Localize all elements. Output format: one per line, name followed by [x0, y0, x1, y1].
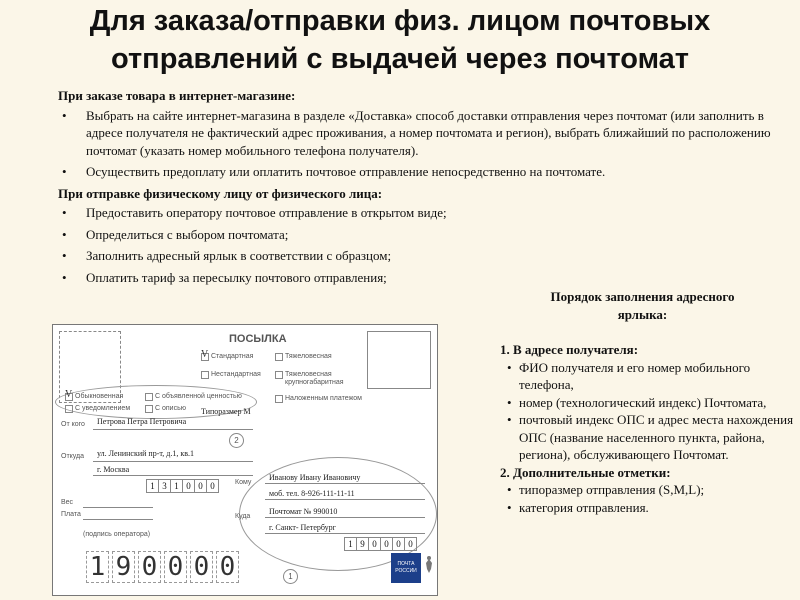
weight-label: Вес	[61, 499, 74, 506]
type-option: Нестандартная	[211, 371, 261, 378]
panel-title	[490, 288, 795, 323]
checkbox	[275, 353, 283, 361]
russian-post-logo: ПОЧТА РОССИИ	[391, 553, 421, 583]
checkbox	[201, 371, 209, 379]
from-label: Откуда	[61, 453, 85, 460]
index-digit: 1	[344, 537, 357, 551]
send-steps	[58, 204, 458, 286]
stamp-box	[367, 331, 431, 389]
index-digit: 0	[182, 479, 195, 493]
big-index-digit: 1	[86, 551, 109, 583]
order-step: • Выбрать на сайте интернет-магазина в разделе «Доставка» способ доставки отправления через почтомат (или заполнить в адресе получателя не фактический адрес проживания, а номер почтомата и регион), выбрать ближайший по расположению почтомат (указать номер мобильного телефона получателя).	[58, 107, 793, 160]
fee-label: Плата	[61, 511, 81, 518]
index-digit: 0	[194, 479, 207, 493]
index-digit: 0	[404, 537, 417, 551]
send-step: • Оплатить тариф за пересылку почтового отправления;	[58, 269, 458, 287]
recipient-phone: моб. тел. 8-926-111-11-11	[269, 489, 355, 498]
section-heading-order: При заказе товара в интернет-магазине:	[58, 88, 296, 103]
order-steps	[58, 107, 793, 181]
type-option: Наложенным платежом	[285, 395, 362, 402]
instructions	[58, 87, 793, 290]
from-city: г. Москва	[97, 465, 130, 474]
size-note: Типоразмер М	[201, 407, 251, 416]
section-heading-send: При отправке физическому лицу от физического лица:	[58, 185, 383, 201]
line	[93, 475, 253, 476]
postamat-number: Почтомат № 990010	[269, 507, 338, 516]
line	[93, 429, 253, 430]
type-option: Стандартная	[211, 353, 254, 360]
label-filling-order	[490, 288, 795, 516]
send-step: • Определиться с выбором почтомата;	[58, 226, 458, 244]
line	[83, 507, 153, 508]
extra-marks-item: • категория отправления.	[490, 499, 795, 517]
index-digit: 9	[356, 537, 369, 551]
option: С уведомлением	[75, 405, 131, 412]
checkbox	[65, 405, 73, 413]
option: С описью	[155, 405, 186, 412]
eagle-emblem-icon	[424, 553, 434, 583]
recipient-address-list	[490, 359, 795, 464]
checkbox	[275, 395, 283, 403]
extra-marks-heading: 2. Дополнительные отметки:	[500, 464, 671, 480]
type-option: Тяжеловесная	[285, 353, 332, 360]
send-step: • Предоставить оператору почтовое отправление в открытом виде;	[58, 204, 458, 222]
panel-title-line-1: Порядок заполнения адресного	[550, 289, 735, 304]
checkbox	[145, 405, 153, 413]
title-line-1: Для заказа/отправки физ. лицом почтовых	[89, 5, 711, 37]
sender-label: От кого	[61, 421, 85, 428]
from-address: ул. Ленинский пр-т, д.1, кв.1	[97, 449, 194, 458]
check-mark: V	[65, 389, 73, 400]
big-index-digit: 0	[138, 551, 161, 583]
recipient-address-item: • почтовый индекс ОПС и адрес места нахождения ОПС (название населенного пункта, района, региона), обслуживающего Почтомат.	[490, 411, 795, 464]
option: Обыкновенная	[75, 393, 124, 400]
recipient-address-item: • номер (технологический индекс) Почтомата,	[490, 394, 795, 412]
checkbox	[145, 393, 153, 401]
recipient-address-item: • ФИО получателя и его номер мобильного телефона,	[490, 359, 795, 394]
index-digit: 1	[170, 479, 183, 493]
to-index	[345, 537, 417, 551]
order-step: • Осуществить предоплату или оплатить почтовое отправление непосредственно на почтомате.	[58, 163, 793, 181]
big-index-digit: 9	[112, 551, 135, 583]
big-index-digit: 0	[216, 551, 239, 583]
where-label: Куда	[235, 513, 251, 520]
page-title	[0, 2, 800, 78]
from-index	[147, 479, 219, 493]
index-digit: 0	[206, 479, 219, 493]
recipient-name: Иванову Ивану Ивановичу	[269, 473, 361, 482]
marker-2: 2	[229, 433, 244, 448]
type-option: Тяжеловесная крупногабаритная	[285, 371, 344, 386]
index-digit: 1	[146, 479, 159, 493]
checkbox	[275, 371, 283, 379]
check-mark: V	[201, 349, 209, 360]
extra-marks-item: • типоразмер отправления (S,M,L);	[490, 481, 795, 499]
index-digit: 0	[368, 537, 381, 551]
recipient-city: г. Санкт- Петербург	[269, 523, 336, 532]
line	[265, 499, 425, 500]
send-step: • Заполнить адресный ярлык в соответствии с образцом;	[58, 247, 458, 265]
big-index-digit: 0	[190, 551, 213, 583]
line	[265, 483, 425, 484]
line	[93, 461, 253, 462]
panel-title-line-2: ярлыка:	[617, 306, 668, 322]
extra-marks-list	[490, 481, 795, 516]
operator-signature: (подпись оператора)	[83, 531, 151, 538]
title-line-2: отправлений с выдачей через почтомат	[110, 43, 690, 75]
index-digit: 3	[158, 479, 171, 493]
line	[265, 517, 425, 518]
line	[83, 519, 153, 520]
line	[265, 533, 425, 534]
marker-1: 1	[283, 569, 298, 584]
index-digit: 0	[392, 537, 405, 551]
to-label: Кому	[235, 479, 252, 486]
index-digit: 0	[380, 537, 393, 551]
option: С объявленной ценностью	[155, 393, 242, 400]
parcel-address-label	[52, 324, 438, 596]
big-postal-index	[86, 551, 242, 583]
form-title: ПОСЫЛКА	[229, 333, 287, 345]
sender-name: Петрова Петра Петровича	[97, 417, 187, 426]
recipient-address-heading: 1. В адресе получателя:	[500, 342, 639, 357]
big-index-digit: 0	[164, 551, 187, 583]
